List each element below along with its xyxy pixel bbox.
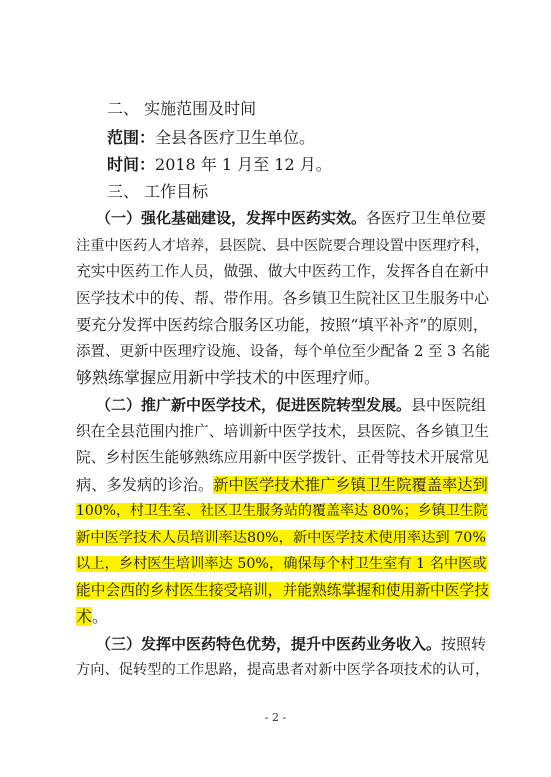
- highlighted-text: 以上，乡村医生培训率达 50%，确保每个村卫生室有 1 名中医或: [76, 556, 487, 572]
- item-3-line-2: 方向、促转型的工作思路，提高患者对新中医学各项技术的认可，: [76, 662, 490, 678]
- item-1-title: （一）强化基础建设，发挥中医药实效。: [96, 209, 367, 227]
- item-3-first-line: [96, 634, 486, 654]
- section-2-heading: 二、 实施范围及时间: [107, 99, 257, 118]
- item-1-line-7: 够熟练掌握应用新中学技术的中医理疗师。: [76, 368, 381, 387]
- scope-label: 范围：: [107, 128, 156, 147]
- item-2-line-7: [76, 554, 487, 574]
- item-2-line-5: [76, 501, 488, 521]
- highlighted-text: 新中医学技术人员培训率达80%，新中医学技术使用率达到 70%: [76, 530, 486, 546]
- time-text: 2018 年 1 月至 12 月。: [155, 155, 332, 174]
- item-2-line-3: 院、乡村医生能够熟练应用新中医学拨针、正骨等技术开展常见: [76, 449, 489, 466]
- item-1-first-line-rest: 各医疗卫生单位要: [366, 209, 487, 227]
- highlighted-text: 新中医学技术推广乡镇卫生院覆盖率达到: [213, 476, 488, 494]
- item-2-first-line-rest: 县中医院组: [411, 396, 487, 414]
- item-1-line-2: 注重中医药人才培养，县医院、县中医院要合理设置中医理疗科，: [76, 238, 490, 254]
- item-3-title: （三）发挥中医药特色优势，提升中医药业务收入。: [96, 635, 442, 653]
- item-2-line-4-plain: 病、多发病的诊治。: [76, 476, 214, 494]
- item-2-line-8: [76, 581, 489, 601]
- item-1-line-3: 充实中医药工作人员，做强、做大中医药工作，发挥各自在新中: [76, 263, 489, 280]
- item-2-line-6: [76, 528, 486, 548]
- page-number: - 2 -: [264, 711, 287, 724]
- time-line: [107, 155, 332, 175]
- scope-text: 全县各医疗卫生单位。: [155, 128, 316, 147]
- item-1-first-line: [96, 208, 486, 228]
- item-2-line-2: 织在全县范围内推广、培训新中医学技术，县医院、各乡镇卫生: [76, 423, 489, 440]
- item-2-first-line: [96, 395, 486, 415]
- time-label: 时间：: [107, 155, 156, 174]
- item-2-line-9-plain: 。: [92, 607, 109, 626]
- item-1-line-6: 添置、更新中医理疗设施、设备，每个单位至少配备 2 至 3 名能: [76, 344, 490, 360]
- item-2-title: （二）推广新中医学技术，促进医院转型发展。: [96, 396, 412, 414]
- item-2-line-9: [76, 607, 108, 627]
- item-1-line-4: 医学技术中的传、帮、带作用。各乡镇卫生院社区卫生服务中心: [76, 290, 489, 307]
- highlighted-text: 术: [76, 607, 93, 626]
- highlighted-text: 能中会西的乡村医生接受培训，并能熟练掌握和使用新中医学技: [76, 582, 489, 599]
- item-3-first-line-rest: 按照转: [441, 635, 487, 653]
- section-3-heading: 三、 工作目标: [107, 182, 209, 201]
- item-1-line-5: 要充分发挥中医药综合服务区功能，按照“填平补齐”的原则，: [76, 316, 489, 334]
- scope-line: [107, 128, 315, 148]
- highlighted-text: 100%，村卫生室、社区卫生服务站的覆盖率达 80%；乡镇卫生院: [76, 503, 488, 519]
- item-2-line-4: [76, 475, 488, 495]
